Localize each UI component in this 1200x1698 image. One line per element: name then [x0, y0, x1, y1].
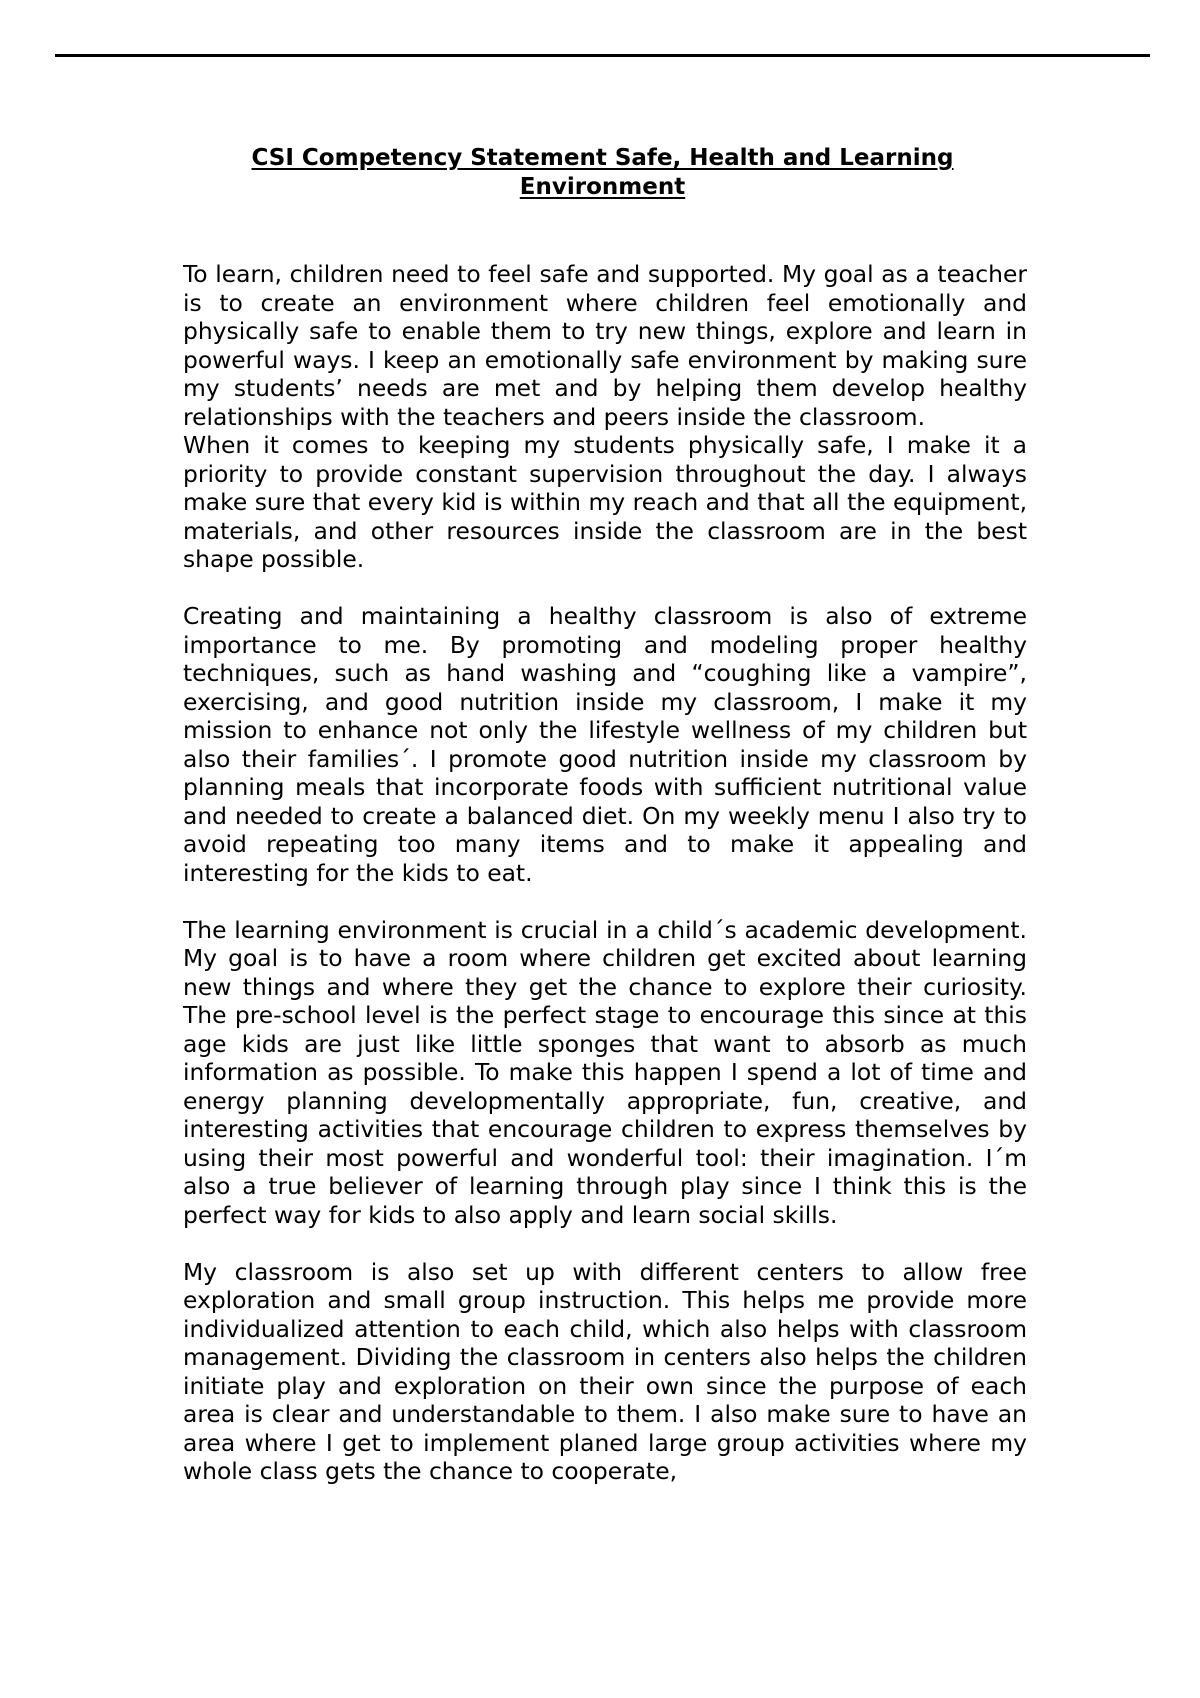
document-body — [183, 260, 1027, 1486]
paragraph-emotional-safety: To learn, children need to feel safe and supported. My goal as a teacher is to create an environment where children feel emotionally and physically safe to enable them to try new things, explore and learn in powerful ways. I keep an emotionally safe environment by making sure my students’ needs are met and by helping them develop healthy relationships with the teachers and peers inside the classroom. — [183, 260, 1027, 431]
paragraph-gap — [183, 574, 1027, 603]
paragraph-gap — [183, 887, 1027, 916]
document-title: CSI Competency Statement Safe, Health and Learning Environment — [251, 145, 954, 200]
paragraph-classroom-centers: My classroom is also set up with different centers to allow free exploration and small group instruction. This helps me provide more individualized attention to each child, which also helps with classroom management. Dividing the classroom in centers also helps the children initiate play and exploration on their own since the purpose of each area is clear and understandable to them. I also make sure to have an area where I get to implement planed large group activities where my whole class gets the chance to cooperate, — [183, 1257, 1027, 1485]
paragraph-healthy-classroom: Creating and maintaining a healthy classroom is also of extreme importance to me. By promoting and modeling proper healthy techniques, such as hand washing and “coughing like a vampire”, exercising, and good nutrition inside my classroom, I make it my mission to enhance not only the lifestyle wellness of my children but also their families´. I promote good nutrition inside my classroom by planning meals that incorporate foods with sufficient nutritional value and needed to create a balanced diet. On my weekly menu I also try to avoid repeating too many items and to make it appealing and interesting for the kids to eat. — [183, 602, 1027, 887]
header-rule — [55, 54, 1150, 57]
paragraph-gap — [183, 1229, 1027, 1258]
paragraph-physical-safety: When it comes to keeping my students physically safe, I make it a priority to provide constant supervision throughout the day. I always make sure that every kid is within my reach and that all the equipment, materials, and other resources inside the classroom are in the best shape possible. — [183, 431, 1027, 573]
paragraph-learning-environment: The learning environment is crucial in a child´s academic development. My goal is to have a room where children get excited about learning new things and where they get the chance to explore their curiosity. The pre-school level is the perfect stage to encourage this since at this age kids are just like little sponges that want to absorb as much information as possible. To make this happen I spend a lot of time and energy planning developmentally appropriate, fun, creative, and interesting activities that encourage children to express themselves by using their most powerful and wonderful tool: their imagination. I´m also a true believer of learning through play since I think this is the perfect way for kids to also apply and learn social skills. — [183, 915, 1027, 1229]
